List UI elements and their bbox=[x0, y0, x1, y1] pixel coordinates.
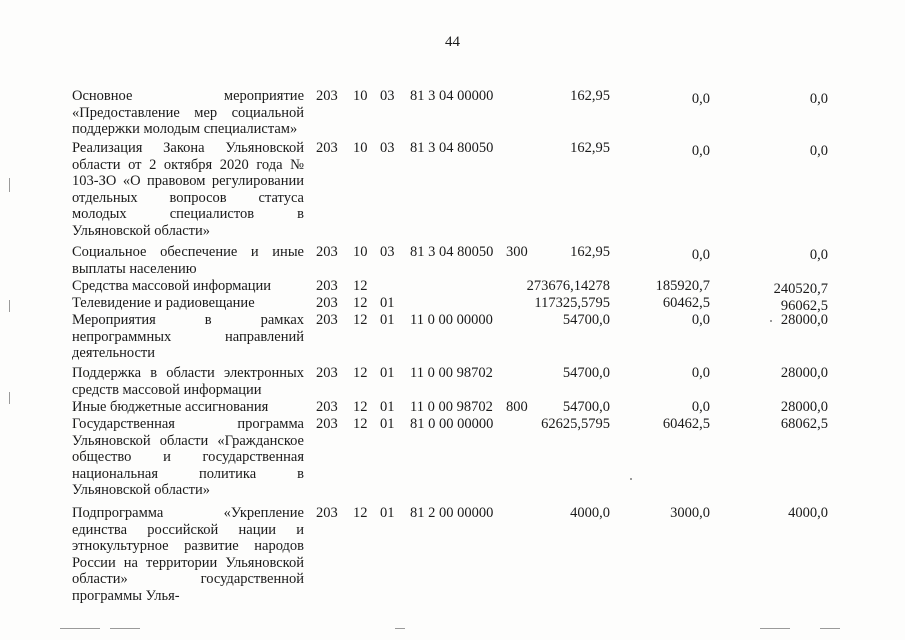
row-subsection: 01 bbox=[380, 399, 395, 415]
row-value-1: 54700,0 bbox=[562, 365, 610, 381]
row-value-1: 62625,5795 bbox=[541, 416, 610, 432]
row-section: 12 bbox=[353, 312, 368, 328]
row-section: 12 bbox=[353, 399, 368, 415]
row-target-code: 81 0 00 00000 bbox=[410, 416, 494, 432]
row-target-code: 11 0 00 98702 bbox=[410, 365, 493, 381]
row-subsection: 03 bbox=[380, 88, 395, 104]
scan-speck bbox=[630, 478, 632, 480]
row-target-code: 81 3 04 80050 bbox=[410, 140, 494, 156]
row-value-1: 162,95 bbox=[570, 140, 610, 156]
row-value-2: 60462,5 bbox=[662, 295, 710, 311]
row-subsection: 01 bbox=[380, 416, 395, 432]
row-value-2: 0,0 bbox=[691, 365, 710, 381]
row-section: 12 bbox=[353, 295, 368, 311]
row-section: 10 bbox=[353, 88, 368, 104]
row-value-3: 0,0 bbox=[809, 247, 828, 263]
row-value-1: 117325,5795 bbox=[534, 295, 610, 311]
row-name: Социальное обеспечение и иные выплаты населению bbox=[72, 244, 304, 277]
row-name: Государственная программа Ульяновской области «Гражданское общество и государственная национальная политика в Ульяновской области» bbox=[72, 416, 304, 498]
row-subsection: 01 bbox=[380, 295, 395, 311]
row-grbs: 203 bbox=[316, 278, 338, 294]
row-value-3: 28000,0 bbox=[780, 365, 828, 381]
row-value-2: 0,0 bbox=[691, 399, 710, 415]
row-value-3: 240520,7 bbox=[773, 281, 828, 297]
row-value-3: 96062,5 bbox=[780, 298, 828, 314]
scan-speck bbox=[110, 628, 140, 629]
row-value-2: 60462,5 bbox=[662, 416, 710, 432]
row-value-3: 4000,0 bbox=[788, 505, 828, 521]
row-subsection: 01 bbox=[380, 312, 395, 328]
scan-speck bbox=[395, 628, 405, 629]
row-name: Средства массовой информации bbox=[72, 278, 272, 294]
row-grbs: 203 bbox=[316, 416, 338, 432]
row-subsection: 01 bbox=[380, 505, 395, 521]
scan-speck bbox=[9, 300, 10, 312]
row-value-1: 162,95 bbox=[570, 88, 610, 104]
scan-speck bbox=[60, 628, 100, 629]
row-grbs: 203 bbox=[316, 399, 338, 415]
row-value-2: 0,0 bbox=[691, 143, 710, 159]
row-value-3: 0,0 bbox=[809, 91, 828, 107]
row-section: 12 bbox=[353, 278, 368, 294]
row-subsection: 03 bbox=[380, 244, 395, 260]
row-name: Иные бюджетные ассигнования bbox=[72, 399, 269, 415]
row-value-3: 68062,5 bbox=[780, 416, 828, 432]
scan-speck bbox=[9, 392, 10, 404]
row-target-code: 81 3 04 80050 bbox=[410, 244, 494, 260]
row-subsection: 01 bbox=[380, 365, 395, 381]
row-grbs: 203 bbox=[316, 244, 338, 260]
row-value-1: 54700,0 bbox=[562, 312, 610, 328]
row-grbs: 203 bbox=[316, 365, 338, 381]
row-section: 10 bbox=[353, 244, 368, 260]
row-expense-type: 800 bbox=[506, 399, 528, 415]
row-subsection: 03 bbox=[380, 140, 395, 156]
row-section: 12 bbox=[353, 505, 368, 521]
row-section: 10 bbox=[353, 140, 368, 156]
row-name: Подпрограмма «Укрепление единства российской нации и этнокультурное развитие народов России на территории Ульяновской области» государственной программы Улья- bbox=[72, 505, 304, 604]
row-name: Телевидение и радиовещание bbox=[72, 295, 255, 311]
row-value-1: 54700,0 bbox=[562, 399, 610, 415]
row-section: 12 bbox=[353, 365, 368, 381]
row-value-1: 4000,0 bbox=[570, 505, 610, 521]
row-value-2: 0,0 bbox=[691, 91, 710, 107]
row-grbs: 203 bbox=[316, 505, 338, 521]
row-value-1: 273676,14278 bbox=[526, 278, 610, 294]
row-value-2: 0,0 bbox=[691, 312, 710, 328]
row-grbs: 203 bbox=[316, 88, 338, 104]
row-target-code: 11 0 00 98702 bbox=[410, 399, 493, 415]
row-name: Поддержка в области электронных средств массовой информации bbox=[72, 365, 304, 398]
scan-speck bbox=[9, 178, 10, 192]
row-value-3: 28000,0 bbox=[780, 399, 828, 415]
row-name: Реализация Закона Ульяновской области от 2 октября 2020 года № 103-ЗО «О правовом регулировании отдельных вопросов статуса молодых специалистов в Ульяновской области» bbox=[72, 140, 304, 239]
row-name: Мероприятия в рамках непрограммных направлений деятельности bbox=[72, 312, 304, 361]
row-name: Основное мероприятие «Предоставление мер социальной поддержки молодым специалистам» bbox=[72, 88, 304, 137]
row-target-code: 81 3 04 00000 bbox=[410, 88, 494, 104]
row-target-code: 81 2 00 00000 bbox=[410, 505, 494, 521]
scan-speck bbox=[820, 628, 840, 629]
row-value-3: 28000,0 bbox=[780, 312, 828, 328]
row-grbs: 203 bbox=[316, 295, 338, 311]
scan-speck bbox=[770, 320, 772, 322]
row-value-3: 0,0 bbox=[809, 143, 828, 159]
page-number: 44 bbox=[445, 34, 460, 50]
row-target-code: 11 0 00 00000 bbox=[410, 312, 493, 328]
row-expense-type: 300 bbox=[506, 244, 528, 260]
row-value-2: 0,0 bbox=[691, 247, 710, 263]
row-value-1: 162,95 bbox=[570, 244, 610, 260]
row-value-2: 185920,7 bbox=[655, 278, 710, 294]
row-grbs: 203 bbox=[316, 312, 338, 328]
row-grbs: 203 bbox=[316, 140, 338, 156]
row-section: 12 bbox=[353, 416, 368, 432]
scan-speck bbox=[760, 628, 790, 629]
row-value-2: 3000,0 bbox=[670, 505, 710, 521]
